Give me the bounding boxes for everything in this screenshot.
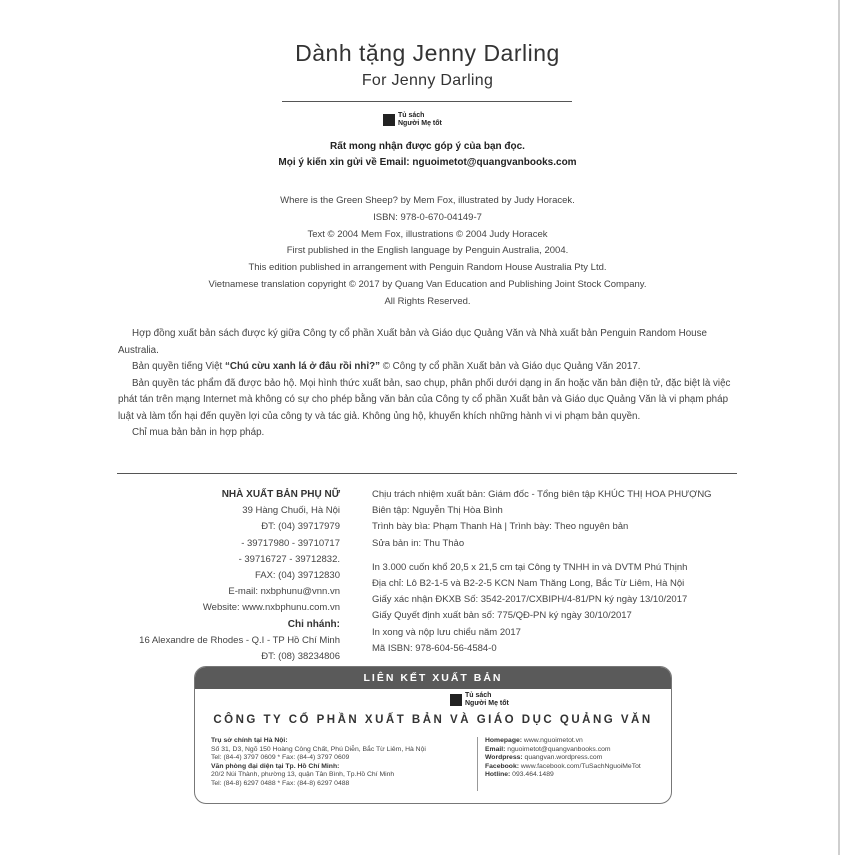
publisher-info	[100, 487, 340, 665]
legal-paragraph: Bản quyền tác phẩm đã được bảo hộ. Mọi hình thức xuất bản, sao chụp, phân phối dưới dạng in ấn hoặc văn bản điện tử, đặc biệt là việc phát tán trên mạng Internet mà không có sự cho phép bằng văn bản của Công ty cổ phần Xuất bản và Giáo dục Quảng Văn là vi phạm pháp luật và làm tổn hại đến quyền lợi của công ty và tác giả. Không ủng hộ, khuyến khích những hành vi vi phạm bản quyền.	[118, 377, 731, 422]
contact-line-2: Mọi ý kiến xin gửi về Email: nguoimetot@quangvanbooks.com	[278, 157, 577, 168]
rights-line: This edition published in arrangement with Penguin Random House Australia Pty Ltd.	[248, 262, 607, 274]
rights-line: Vietnamese translation copyright © 2017 by Quang Van Education and Publishing Joint Stock Company.	[208, 278, 647, 290]
dedication-english: For Jenny Darling	[361, 72, 494, 89]
wordpress-line: Wordpress: quangvan.wordpress.com	[485, 754, 603, 762]
contact-line-1: Rất mong nhận được góp ý của bạn đọc.	[330, 141, 525, 152]
book-logo-icon	[383, 114, 395, 126]
publisher-phone: - 39717980 - 39710717	[241, 537, 340, 549]
rights-line: Text © 2004 Mem Fox, illustrations © 2004 Judy Horacek	[307, 228, 548, 240]
rights-block	[0, 193, 855, 311]
email-line: Email: nguoimetot@quangvanbooks.com	[485, 745, 611, 753]
card-header: LIÊN KẾT XUẤT BẢN	[195, 667, 671, 689]
page-edge	[838, 0, 840, 855]
book-logo-icon	[450, 694, 462, 706]
card-addresses	[211, 737, 473, 789]
rights-line: Where is the Green Sheep? by Mem Fox, illustrated by Judy Horacek.	[280, 195, 575, 206]
decision-line: Giấy Quyết định xuất bản số: 775/QĐ-PN ký ngày 30/10/2017	[372, 610, 632, 622]
dedication-vietnamese: Dành tặng Jenny Darling	[295, 40, 560, 66]
logo-line-2: Người Mẹ tốt	[465, 700, 509, 707]
rights-line: ISBN: 978-0-670-04149-7	[373, 211, 482, 223]
production-info	[372, 487, 772, 657]
rights-line: All Rights Reserved.	[384, 295, 471, 307]
hq-phone: Tel: (84-4) 3797 0609 * Fax: (84-4) 3797 0609	[211, 754, 350, 762]
hcm-address: 20/2 Núi Thành, phường 13, quận Tân Bình, Tp.Hồ Chí Minh	[211, 771, 395, 779]
print-address-line: Địa chỉ: Lô B2-1-5 và B2-2-5 KCN Nam Thăng Long, Bắc Từ Liêm, Hà Nội	[372, 578, 685, 590]
branch-phone: ĐT: (08) 38234806	[261, 651, 340, 663]
editor-line: Biên tập: Nguyễn Thị Hòa Bình	[372, 505, 503, 517]
responsible-line: Chịu trách nhiệm xuất bản: Giám đốc - Tổng biên tập KHÚC THỊ HOA PHƯỢNG	[372, 489, 712, 500]
logo-line-1: Tủ sách	[398, 112, 425, 119]
legal-notice	[118, 326, 738, 442]
design-line: Trình bày bìa: Phạm Thanh Hà | Trình bày: Theo nguyên bản	[372, 521, 629, 533]
book-title-vietnamese: “Chú cừu xanh lá ở đâu rồi nhỉ?”	[224, 361, 381, 372]
logo-line-1: Tủ sách	[465, 692, 492, 699]
publisher-phone: ĐT: (04) 39717979	[261, 521, 340, 533]
top-divider	[282, 101, 572, 102]
publisher-email: E-mail: nxbphunu@vnn.vn	[228, 586, 340, 598]
branch-label: Chi nhánh:	[287, 618, 340, 630]
publisher-address: 39 Hàng Chuối, Hà Nội	[242, 505, 340, 517]
logo-line-2: Người Mẹ tốt	[398, 120, 442, 127]
card-divider	[477, 737, 478, 791]
hotline-line: Hotline: 093.464.1489	[485, 771, 554, 779]
homepage-line: Homepage: www.nguoimetot.vn	[485, 737, 583, 744]
legal-paragraph: Bản quyền tiếng Việt “Chú cừu xanh lá ở đâu rồi nhỉ?” © Công ty cổ phần Xuất bản và Giáo dục Quảng Văn 2017.	[132, 361, 641, 372]
card-company-name: CÔNG TY CỔ PHẦN XUẤT BẢN VÀ GIÁO DỤC QUẢNG VĂN	[213, 714, 653, 726]
legal-paragraph: Chỉ mua bản bản in hợp pháp.	[132, 427, 265, 438]
hq-label: Trụ sở chính tại Hà Nội:	[211, 737, 288, 744]
registration-line: Giấy xác nhận ĐKXB Số: 3542-2017/CXBIPH/4-81/PN ký ngày 13/10/2017	[372, 594, 688, 606]
legal-paragraph: Hợp đồng xuất bản sách được ký giữa Công ty cổ phần Xuất bản và Giáo dục Quảng Văn và Nhà xuất bản Penguin Random House Australia.	[118, 328, 707, 356]
rights-line: First published in the English language by Penguin Australia, 2004.	[286, 245, 569, 257]
middle-divider	[117, 473, 737, 474]
facebook-line: Facebook: www.facebook.com/TuSachNguoiMeTot	[485, 762, 641, 770]
isbn-line: Mã ISBN: 978-604-56-4584-0	[372, 642, 497, 654]
series-logo	[383, 112, 442, 128]
hcm-label: Văn phòng đại diện tại Tp. Hồ Chí Minh:	[211, 762, 340, 770]
card-series-logo	[450, 692, 509, 708]
co-publisher-card	[194, 666, 672, 804]
publisher-website: Website: www.nxbphunu.com.vn	[202, 602, 340, 614]
proof-line: Sửa bản in: Thu Thảo	[372, 537, 465, 549]
hq-address: Số 31, D3, Ngõ 150 Hoàng Công Chất, Phú Diễn, Bắc Từ Liêm, Hà Nội	[211, 745, 426, 753]
print-line: In 3.000 cuốn khổ 20,5 x 21,5 cm tại Công ty TNHH in và DVTM Phú Thịnh	[372, 561, 688, 573]
publisher-phone: - 39716727 - 39712832.	[238, 553, 340, 565]
branch-address: 16 Alexandre de Rhodes - Q.I - TP Hồ Chí Minh	[139, 634, 340, 646]
publisher-fax: FAX: (04) 39712830	[254, 570, 340, 582]
hcm-phone: Tel: (84-8) 6297 0488 * Fax: (84-8) 6297 0488	[211, 779, 350, 787]
card-online	[485, 737, 665, 780]
completed-line: In xong và nộp lưu chiểu năm 2017	[372, 626, 521, 638]
publisher-name: NHÀ XUẤT BẢN PHỤ NỮ	[221, 489, 340, 500]
